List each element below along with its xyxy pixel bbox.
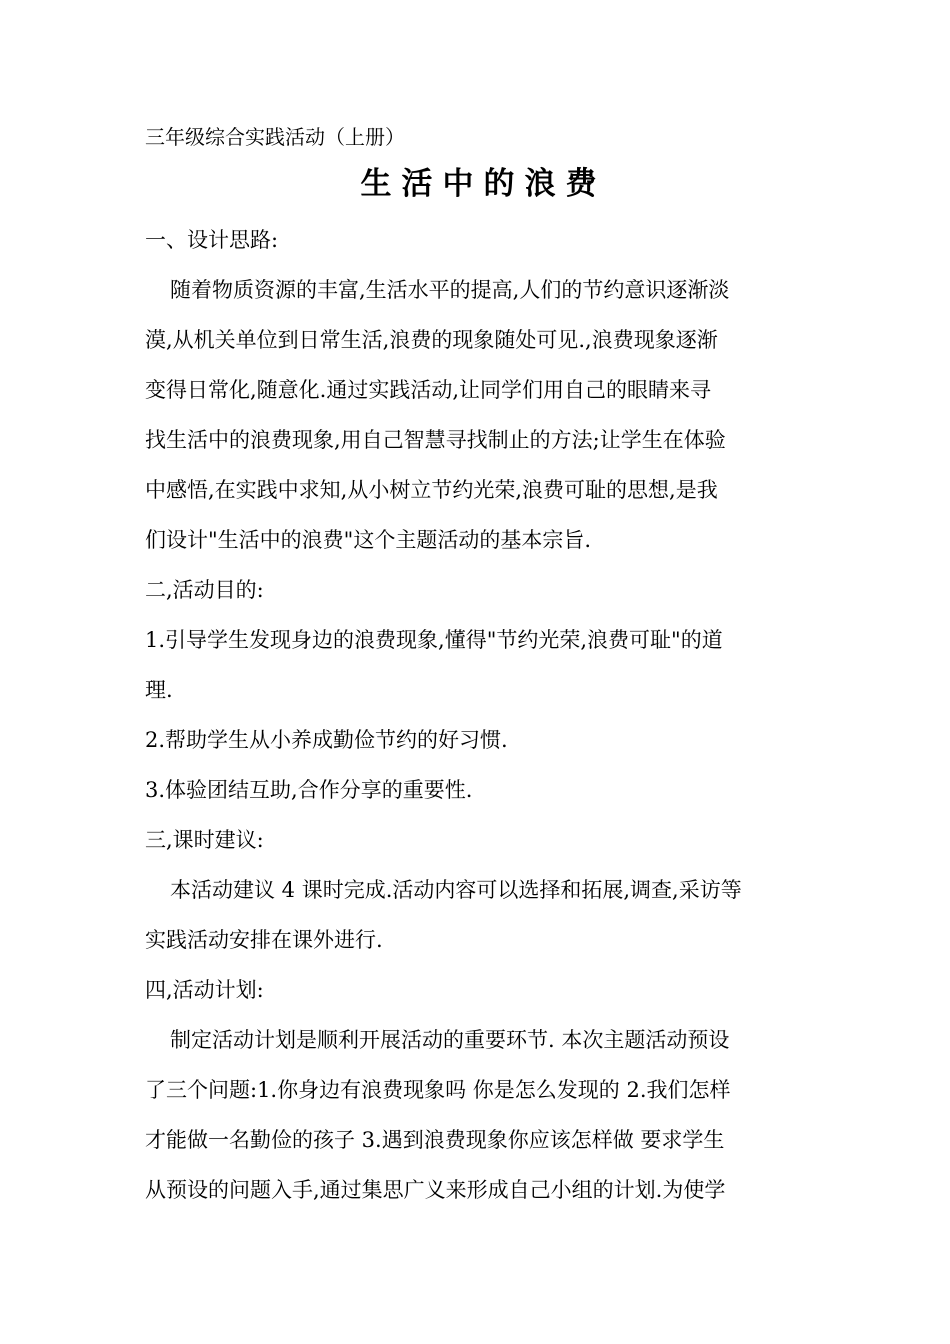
paragraph-line: 找生活中的浪费现象,用自己智慧寻找制止的方法;让学生在体验	[145, 428, 726, 452]
section-heading-design: 一、设计思路:	[145, 228, 279, 252]
section-heading-goals: 二,活动目的:	[145, 578, 264, 602]
paragraph-line: 随着物质资源的丰富,生活水平的提高,人们的节约意识逐渐淡	[170, 278, 730, 302]
section-heading-schedule: 三,课时建议:	[145, 828, 264, 852]
list-item: 2.帮助学生从小养成勤俭节约的好习惯.	[145, 728, 508, 752]
list-item-continued: 理.	[145, 678, 173, 702]
document-title: 生活中的浪费	[360, 166, 607, 202]
paragraph-line: 漠,从机关单位到日常生活,浪费的现象随处可见.,浪费现象逐渐	[145, 328, 718, 352]
paragraph-line: 从预设的问题入手,通过集思广义来形成自己小组的计划.为使学	[145, 1178, 726, 1202]
paragraph-line: 中感悟,在实践中求知,从小树立节约光荣,浪费可耻的思想,是我	[145, 478, 718, 502]
paragraph-line: 才能做一名勤俭的孩子 3.遇到浪费现象你应该怎样做 要求学生	[145, 1128, 725, 1152]
list-item: 1.引导学生发现身边的浪费现象,懂得"节约光荣,浪费可耻"的道	[145, 628, 723, 652]
section-heading-plan: 四,活动计划:	[145, 978, 264, 1002]
document-subtitle: 三年级综合实践活动（上册）	[145, 125, 405, 149]
paragraph-line: 变得日常化,随意化.通过实践活动,让同学们用自己的眼睛来寻	[145, 378, 712, 402]
paragraph-line: 们设计"生活中的浪费"这个主题活动的基本宗旨.	[145, 528, 591, 552]
paragraph-line: 制定活动计划是顺利开展活动的重要环节. 本次主题活动预设	[170, 1028, 730, 1052]
list-item: 3.体验团结互助,合作分享的重要性.	[145, 778, 473, 802]
paragraph-line: 本活动建议 4 课时完成.活动内容可以选择和拓展,调查,采访等	[170, 878, 742, 902]
paragraph-line: 实践活动安排在课外进行.	[145, 928, 383, 952]
paragraph-line: 了三个问题:1.你身边有浪费现象吗 你是怎么发现的 2.我们怎样	[145, 1078, 731, 1102]
document-page	[145, 113, 810, 1215]
